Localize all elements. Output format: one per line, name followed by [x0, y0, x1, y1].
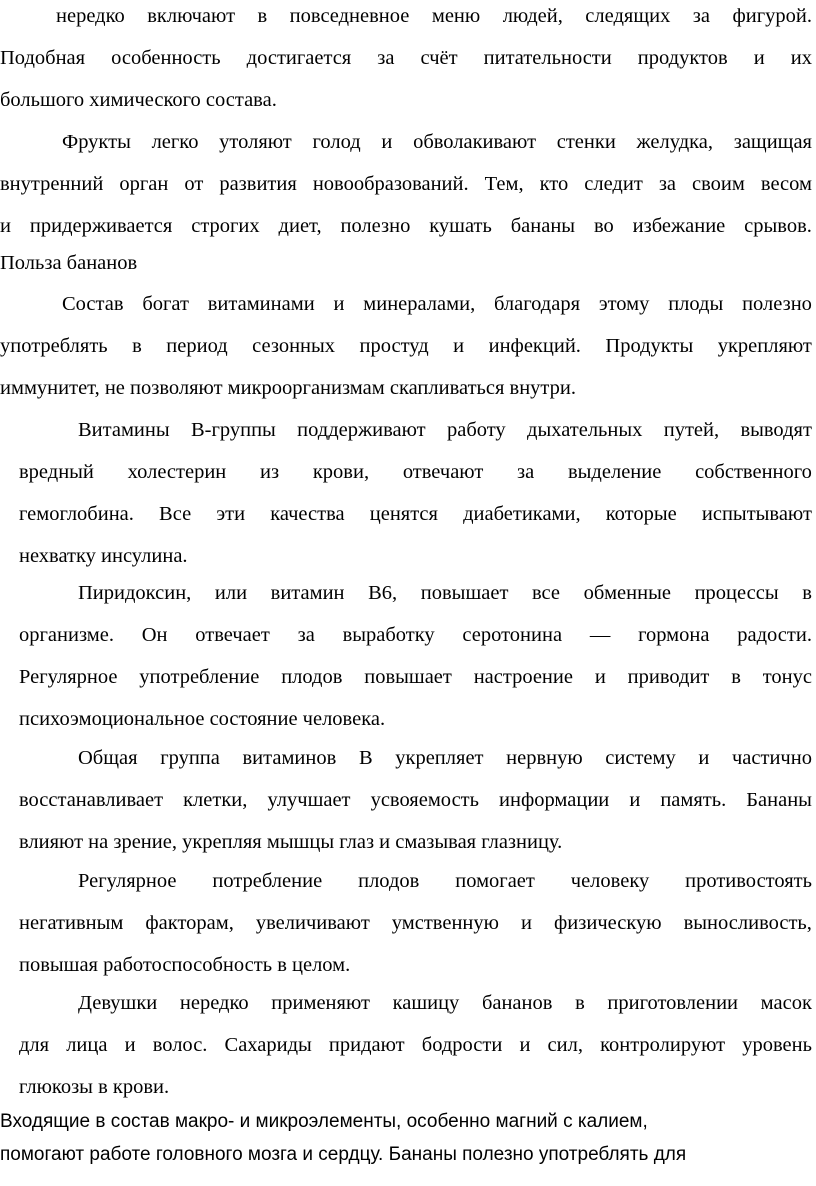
- word: дыхательных: [527, 419, 643, 441]
- word: и: [453, 335, 465, 357]
- section-heading: Польза бананов: [0, 252, 138, 274]
- p5-line-3: [19, 664, 812, 690]
- p6-line-1: [78, 745, 812, 771]
- word: за: [517, 461, 535, 483]
- word: и: [0, 215, 11, 237]
- word: физическую: [554, 912, 662, 934]
- word: укрепляют: [717, 335, 812, 357]
- word: противостоять: [685, 870, 812, 892]
- word: помогает: [455, 870, 535, 892]
- p1-line-3: большого химического состава.: [0, 89, 277, 111]
- word: В6,: [368, 582, 398, 604]
- word: достигается: [246, 47, 352, 69]
- word: и: [698, 747, 710, 769]
- word: и: [333, 293, 345, 315]
- word: которые: [605, 503, 677, 525]
- word: избежание: [632, 215, 726, 237]
- word: улучшает: [267, 789, 351, 811]
- word: нередко: [56, 5, 125, 27]
- p8-line-3: [19, 1032, 812, 1058]
- word: ценятся: [369, 503, 438, 525]
- word: лица: [66, 1034, 108, 1056]
- word: факторам,: [145, 912, 234, 934]
- p5-line-1: [78, 580, 812, 606]
- word: легко: [151, 131, 199, 153]
- word: за: [377, 47, 395, 69]
- word: процессы: [694, 582, 779, 604]
- p8-line-1: [78, 990, 812, 1016]
- word: Продукты: [605, 335, 694, 357]
- word: минералами,: [363, 293, 476, 315]
- word: богат: [142, 293, 189, 315]
- word: В-группы: [190, 419, 276, 441]
- word: за: [692, 5, 710, 27]
- p2-line-3: [0, 213, 812, 239]
- word: фигурой.: [732, 5, 812, 27]
- word: за: [297, 624, 315, 646]
- word: В: [358, 747, 373, 769]
- word: повышает: [420, 582, 509, 604]
- word: нервную: [506, 747, 583, 769]
- word: кто: [539, 173, 569, 195]
- word: обволакивают: [413, 131, 537, 153]
- p3-line-1: [62, 291, 812, 317]
- word: частично: [731, 747, 812, 769]
- word: приводит: [627, 666, 710, 688]
- word: обменные: [583, 582, 671, 604]
- word: качества: [270, 503, 345, 525]
- word: вредный: [19, 461, 94, 483]
- p4-line-3: [19, 501, 812, 527]
- word: развития: [219, 173, 297, 195]
- word: эти: [216, 503, 246, 525]
- word: Витамины: [78, 419, 170, 441]
- word: выносливость,: [683, 912, 812, 934]
- word: негативным: [19, 912, 124, 934]
- word: Регулярное: [19, 666, 118, 688]
- word: Общая: [78, 747, 138, 769]
- p1-line-1: [56, 3, 812, 29]
- word: Подобная: [0, 47, 86, 69]
- word: диабетиками,: [463, 503, 581, 525]
- p3-line-3: иммунитет, не позволяют микроорганизмам скапливаться внутри.: [0, 377, 576, 399]
- p4-line-4: нехватку инсулина.: [19, 545, 188, 567]
- word: Пиридоксин,: [78, 582, 192, 604]
- word: во: [593, 215, 614, 237]
- word: меню: [431, 5, 481, 27]
- word: диет,: [278, 215, 322, 237]
- word: выводят: [740, 419, 812, 441]
- word: и: [629, 789, 641, 811]
- word: весом: [760, 173, 812, 195]
- word: придают: [328, 1034, 405, 1056]
- word: поддерживают: [297, 419, 426, 441]
- word: нередко: [179, 992, 249, 1014]
- word: применяют: [271, 992, 370, 1014]
- p4-line-2: [19, 459, 812, 485]
- word: кашицу: [392, 992, 460, 1014]
- word: в: [802, 582, 812, 604]
- word: Он: [141, 624, 168, 646]
- word: витаминов: [242, 747, 337, 769]
- word: организме.: [19, 624, 114, 646]
- word: полезно: [742, 293, 812, 315]
- word: следит: [584, 173, 643, 195]
- word: испытывают: [701, 503, 812, 525]
- word: приготовлении: [607, 992, 739, 1014]
- word: потребление: [212, 870, 323, 892]
- word: или: [214, 582, 248, 604]
- word: собственного: [695, 461, 812, 483]
- word: восстанавливает: [19, 789, 164, 811]
- word: сил,: [547, 1034, 583, 1056]
- word: масок: [760, 992, 812, 1014]
- word: внутренний: [0, 173, 104, 195]
- word: волос.: [152, 1034, 208, 1056]
- p6-line-2: [19, 787, 812, 813]
- word: и: [753, 47, 765, 69]
- word: этому: [598, 293, 650, 315]
- p1-line-2: [0, 45, 812, 71]
- p5-line-2: [19, 622, 812, 648]
- word: включают: [147, 5, 236, 27]
- word: информации: [499, 789, 610, 811]
- word: для: [19, 1034, 50, 1056]
- p7-line-3: повышая работоспособность в целом.: [19, 954, 351, 976]
- word: систему: [605, 747, 676, 769]
- word: плодов: [281, 666, 343, 688]
- word: уровень: [742, 1034, 812, 1056]
- word: выработку: [342, 624, 435, 646]
- p8-line-3: глюкозы в крови.: [19, 1076, 170, 1098]
- word: придерживается: [29, 215, 173, 237]
- word: холестерин: [127, 461, 227, 483]
- word: радости.: [737, 624, 812, 646]
- word: в: [257, 5, 268, 27]
- p7-line-2: [19, 910, 812, 936]
- word: благодаря: [494, 293, 581, 315]
- word: бодрости: [421, 1034, 503, 1056]
- word: крови,: [312, 461, 370, 483]
- word: желудка,: [636, 131, 714, 153]
- word: следящих: [585, 5, 671, 27]
- p7-line-1: [78, 868, 812, 894]
- word: строгих: [191, 215, 260, 237]
- word: отвечает: [195, 624, 270, 646]
- word: из: [260, 461, 280, 483]
- word: кушать: [429, 215, 492, 237]
- word: отвечают: [402, 461, 484, 483]
- word: плоды: [668, 293, 724, 315]
- word: орган: [119, 173, 169, 195]
- word: употребление: [139, 666, 260, 688]
- word: память.: [660, 789, 727, 811]
- word: новообразований.: [312, 173, 469, 195]
- word: и: [381, 131, 393, 153]
- word: группа: [160, 747, 220, 769]
- word: все: [532, 582, 561, 604]
- word: счёт: [420, 47, 458, 69]
- word: укрепляет: [395, 747, 484, 769]
- word: в: [731, 666, 741, 688]
- word: Бананы: [746, 789, 812, 811]
- word: голод: [312, 131, 361, 153]
- word: и: [521, 912, 532, 934]
- word: и: [594, 666, 606, 688]
- p9-line-2: помогают работе головного мозга и сердцу. Бананы полезно употреблять для: [0, 1144, 687, 1165]
- p2-line-2: [0, 171, 812, 197]
- word: питательности: [483, 47, 612, 69]
- p3-line-2: [0, 333, 812, 359]
- word: Тем,: [484, 173, 524, 195]
- word: Девушки: [78, 992, 158, 1014]
- word: умственную: [391, 912, 499, 934]
- word: Регулярное: [78, 870, 177, 892]
- word: Сахариды: [224, 1034, 312, 1056]
- word: человеку: [570, 870, 650, 892]
- word: тонус: [762, 666, 812, 688]
- word: витаминами: [207, 293, 315, 315]
- word: утоляют: [219, 131, 292, 153]
- word: в: [132, 335, 142, 357]
- word: и: [124, 1034, 136, 1056]
- word: употреблять: [0, 335, 108, 357]
- word: продуктов: [637, 47, 728, 69]
- word: за: [658, 173, 677, 195]
- word: плодов: [358, 870, 420, 892]
- word: от: [184, 173, 204, 195]
- word: период: [166, 335, 228, 357]
- word: инфекций.: [488, 335, 581, 357]
- word: контролируют: [600, 1034, 726, 1056]
- word: защищая: [733, 131, 812, 153]
- word: работу: [446, 419, 506, 441]
- word: своим: [692, 173, 745, 195]
- p9-line-1: Входящие в состав макро- и микроэлементы, особенно магний с калием,: [0, 1111, 648, 1132]
- word: усвояемость: [370, 789, 479, 811]
- word: стенки: [556, 131, 616, 153]
- word: Состав: [62, 293, 124, 315]
- word: повседневное: [289, 5, 410, 27]
- p5-line-4: психоэмоциональное состояние человека.: [19, 708, 386, 730]
- word: простуд: [359, 335, 429, 357]
- word: Все: [159, 503, 192, 525]
- word: —: [589, 624, 611, 646]
- word: клетки,: [183, 789, 248, 811]
- word: срывов.: [744, 215, 812, 237]
- p6-line-3: влияют на зрение, укрепляя мышцы глаз и смазывая глазницу.: [19, 831, 563, 853]
- word: путей,: [663, 419, 720, 441]
- word: людей,: [502, 5, 563, 27]
- word: увеличивают: [255, 912, 370, 934]
- word: витамин: [270, 582, 345, 604]
- word: сезонных: [252, 335, 336, 357]
- word: и: [519, 1034, 531, 1056]
- word: гемоглобина.: [19, 503, 134, 525]
- word: Фрукты: [62, 131, 131, 153]
- word: гормона: [638, 624, 710, 646]
- word: бананы: [510, 215, 576, 237]
- word: повышает: [364, 666, 452, 688]
- word: выделение: [567, 461, 662, 483]
- p2-line-1: [62, 129, 812, 155]
- word: настроение: [473, 666, 573, 688]
- word: их: [790, 47, 812, 69]
- word: бананов: [481, 992, 553, 1014]
- word: особенность: [111, 47, 221, 69]
- word: полезно: [340, 215, 411, 237]
- p4-line-1: [78, 417, 812, 443]
- word: в: [575, 992, 585, 1014]
- word: серотонина: [462, 624, 563, 646]
